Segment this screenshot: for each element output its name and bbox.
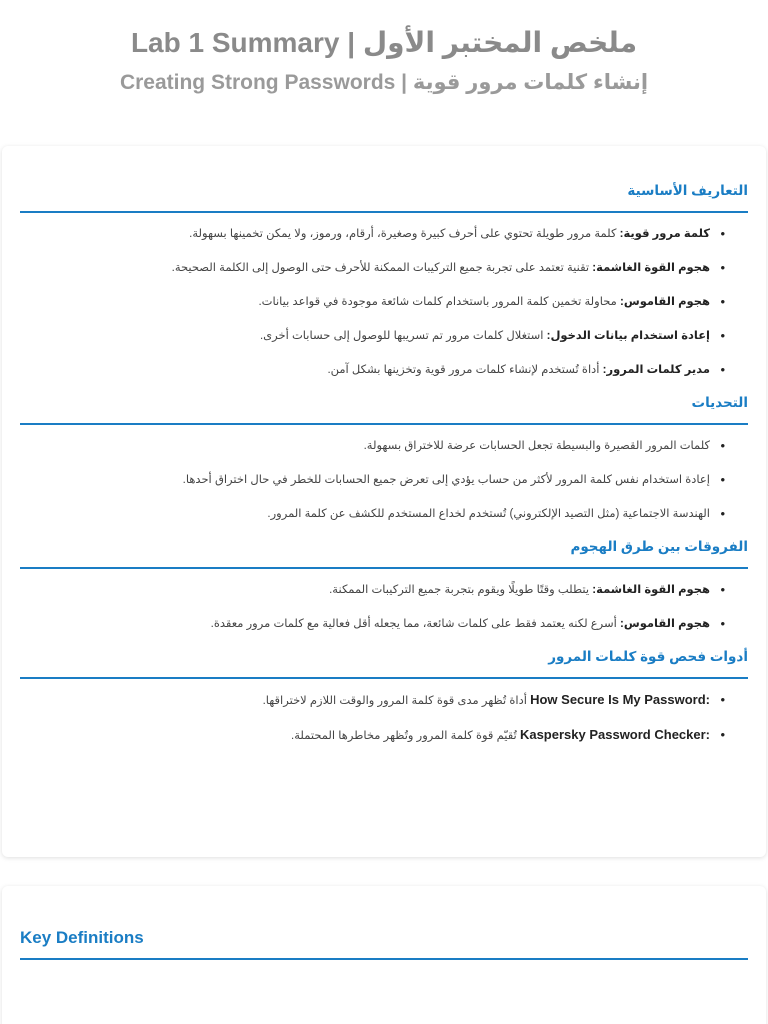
list-item [20,293,710,311]
section-challenges [2,395,766,523]
item-text: محاولة تخمين كلمة المرور باستخدام كلمات شائعة موجودة في قواعد بيانات. [258,296,621,308]
item-text: أداة تُستخدم لإنشاء كلمات مرور قوية وتخزينها بشكل آمن. [327,364,603,376]
section-password-tools [2,649,766,745]
list-item [20,437,710,455]
list-item [20,726,710,745]
section-heading: Key Definitions [20,928,748,960]
section-heading: الفروقات بين طرق الهجوم [20,539,748,569]
item-term: هجوم القوة الغاشمة: [592,584,710,596]
item-text: الهندسة الاجتماعية (مثل التصيد الإلكتروني) تُستخدم لخداع المستخدم للكشف عن كلمة المرور. [267,508,710,520]
section-heading: التحديات [20,395,748,425]
item-term: Kaspersky Password Checker: [519,727,710,742]
page-header [0,0,768,146]
list-item [20,471,710,489]
english-summary-card [2,886,766,1024]
item-term: هجوم القاموس: [620,618,710,630]
item-text: أسرع لكنه يعتمد فقط على كلمات شائعة، مما يجعله أقل فعالية مع كلمات مرور معقدة. [210,618,621,630]
item-text: استغلال كلمات مرور تم تسريبها للوصول إلى حسابات أخرى. [259,330,547,342]
item-text: يتطلب وقتًا طويلًا ويقوم بتجربة جميع التركيبات الممكنة. [329,584,593,596]
item-term: كلمة مرور قوية: [619,228,710,240]
item-term: إعادة استخدام بيانات الدخول: [546,330,710,342]
section-attack-differences [2,539,766,633]
list-item [20,691,710,710]
tools-list [20,691,748,745]
definitions-list [20,225,748,379]
item-text: تُقيّم قوة كلمة المرور وتُظهر مخاطرها المحتملة. [291,730,520,742]
section-heading: أدوات فحص قوة كلمات المرور [20,649,748,679]
list-item [20,361,710,379]
list-item [20,505,710,523]
section-heading: التعاريف الأساسية [20,183,748,213]
item-text: إعادة استخدام نفس كلمة المرور لأكثر من حساب يؤدي إلى تعرض جميع الحسابات للخطر في حال اختراق أحدها. [182,474,710,486]
item-term: هجوم القوة الغاشمة: [592,262,710,274]
section-key-definitions-en [2,886,766,960]
section-key-definitions-ar [2,146,766,379]
item-term: How Secure Is My Password: [530,692,710,707]
item-text: كلمة مرور طويلة تحتوي على أحرف كبيرة وصغيرة، أرقام، ورموز، ولا يمكن تخمينها بسهولة. [189,228,620,240]
item-text: تقنية تعتمد على تجربة جميع التركيبات الممكنة للأحرف حتى الوصول إلى الكلمة الصحيحة. [171,262,593,274]
differences-list [20,581,748,633]
list-item [20,327,710,345]
arabic-summary-card [2,146,766,857]
list-item [20,581,710,599]
item-term: مدير كلمات المرور: [602,364,710,376]
page-title: Lab 1 Summary | ملخص المختبر الأول [130,27,638,58]
page-subtitle: Creating Strong Passwords | إنشاء كلمات مرور قوية [119,71,649,94]
list-item [20,259,710,277]
item-text: كلمات المرور القصيرة والبسيطة تجعل الحسابات عرضة للاختراق بسهولة. [363,440,710,452]
list-item [20,615,710,633]
item-text: أداة تُظهر مدى قوة كلمة المرور والوقت اللازم لاختراقها. [262,695,531,707]
list-item [20,225,710,243]
challenges-list [20,437,748,523]
item-term: هجوم القاموس: [620,296,710,308]
